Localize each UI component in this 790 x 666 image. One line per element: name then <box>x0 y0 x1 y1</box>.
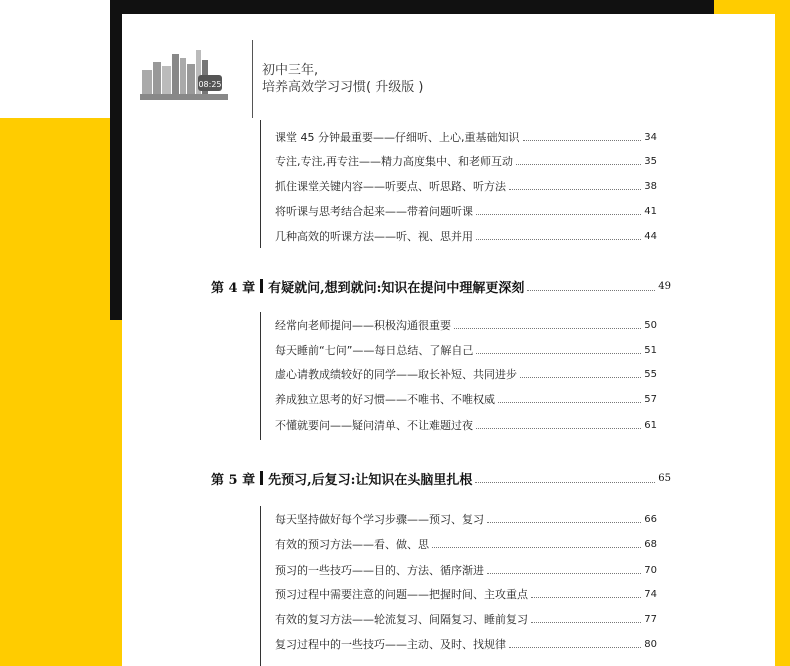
toc-entry: 抓住课堂关键内容——听要点、听思路、听方法 38 <box>275 180 657 193</box>
chapter-divider-bar <box>260 279 263 293</box>
toc-section-2 <box>260 312 661 440</box>
toc-entry: 专注,专注,再专注——精力高度集中、和老师互动 35 <box>275 155 657 168</box>
chapter-number: 第 5 章 <box>211 472 256 488</box>
toc-entry: 虚心请教成绩较好的同学——取长补短、共同进步 55 <box>275 368 657 381</box>
toc-entry: 复习过程中的一些技巧——主动、及时、找规律 80 <box>275 638 657 651</box>
page-header <box>140 42 740 122</box>
chapter-heading <box>211 274 671 298</box>
toc-entry: 几种高效的听课方法——听、视、思并用 44 <box>275 230 657 243</box>
chapter-title: 有疑就问,想到就问:知识在提问中理解更深刻 <box>268 280 525 296</box>
toc-entry: 课堂 45 分钟最重要——仔细听、上心,重基础知识 34 <box>275 131 657 144</box>
toc-section-1 <box>260 120 661 248</box>
toc-entry: 每天睡前“七问”——每日总结、了解自己 51 <box>275 344 657 357</box>
toc-entry: 将听课与思考结合起来——带着问题听课 41 <box>275 205 657 218</box>
header-divider <box>252 40 253 118</box>
bookshelf-logo-icon <box>140 42 230 108</box>
book-title-line1: 初中三年, <box>262 63 319 78</box>
toc-entry: 不懂就要问——疑问清单、不让难题过夜 61 <box>275 419 657 432</box>
chapter-page: 49 <box>658 280 671 292</box>
toc-entry: 有效的复习方法——轮流复习、间隔复习、睡前复习 77 <box>275 613 657 626</box>
toc-section-3 <box>260 506 661 666</box>
chapter-page: 65 <box>658 472 671 484</box>
toc-entry: 每天坚持做好每个学习步骤——预习、复习 66 <box>275 513 657 526</box>
background-white-block <box>0 0 110 118</box>
chapter-number: 第 4 章 <box>211 280 256 296</box>
toc-entry: 预习的一些技巧——目的、方法、循序渐进 70 <box>275 564 657 577</box>
toc-entry: 有效的预习方法——看、做、思 68 <box>275 538 657 551</box>
chapter-divider-bar <box>260 471 263 485</box>
book-title-line2: 培养高效学习习惯( 升级版 ) <box>262 80 424 95</box>
chapter-title: 先预习,后复习:让知识在头脑里扎根 <box>268 472 473 488</box>
clock-text: 08:25 <box>198 80 222 89</box>
toc-entry: 养成独立思考的好习惯——不唯书、不唯权威 57 <box>275 393 657 406</box>
background-yellow-strip <box>714 0 790 14</box>
toc-entry: 预习过程中需要注意的问题——把握时间、主攻重点 74 <box>275 588 657 601</box>
toc-entry: 经常向老师提问——积极沟通很重要 50 <box>275 319 657 332</box>
chapter-heading <box>211 466 671 490</box>
book-page <box>122 14 775 666</box>
book-title <box>262 62 423 96</box>
